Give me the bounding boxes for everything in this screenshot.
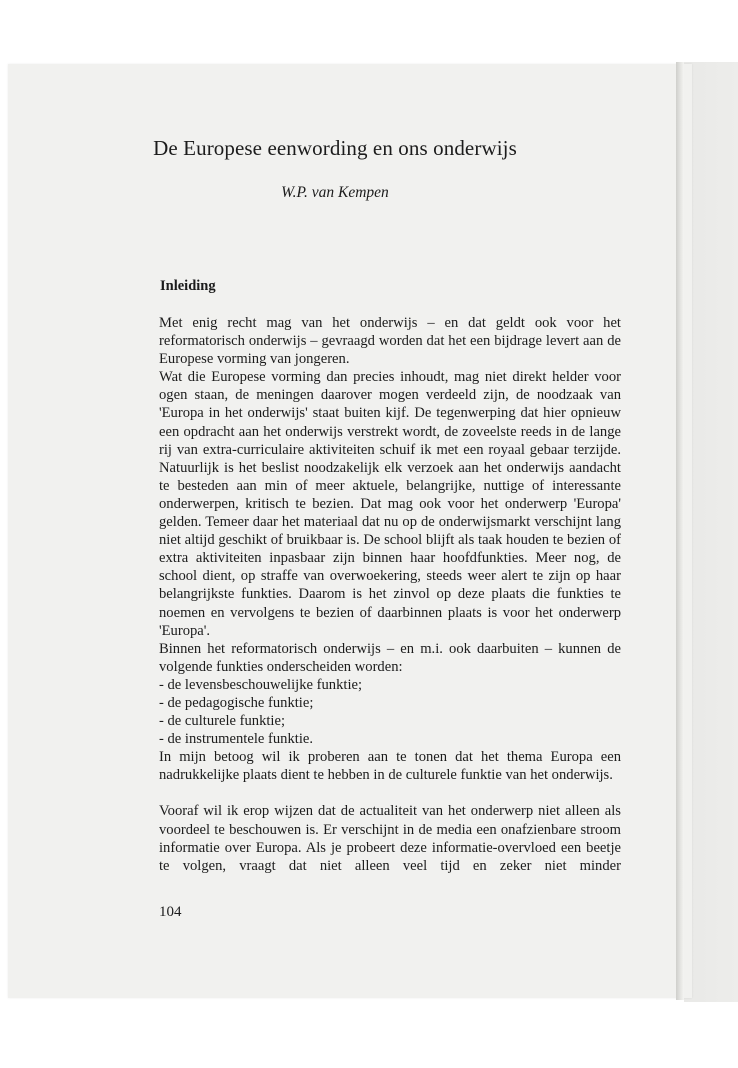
functions-list (159, 676, 621, 748)
paragraph-4: In mijn betoog wil ik proberen aan te tonen dat het thema Europa een nadrukkelijke plaats dient te hebben in de culturele funktie van het onderwijs. (159, 749, 621, 784)
page-number: 104 (159, 904, 182, 920)
section-heading: Inleiding (160, 278, 216, 294)
facing-page (684, 62, 738, 1002)
list-item: - de culturele funktie; (159, 713, 286, 730)
page-gutter (676, 62, 684, 1000)
article-title: De Europese eenwording en ons onderwijs (153, 136, 517, 160)
list-item: - de pedagogische funktie; (159, 694, 314, 711)
paragraph-1: Met enig recht mag van het onderwijs – en dat geldt ook voor het reformatorisch onderwijs – gevraagd worden dat het een bijdrage levert aan de Europese vorming van jongeren. (159, 315, 621, 368)
list-item: - de levensbeschouwelijke funktie; (159, 676, 363, 693)
paragraph-5: Vooraf wil ik erop wijzen dat de actualiteit van het onderwerp niet alleen als voordeel te beschouwen is. Er verschijnt in de media een onafzienbare stroom informatie over Europa. Als je probeert deze informatie-overvloed een beetje te volgen, vraagt dat niet alleen veel tijd en zeker niet minder (159, 803, 621, 874)
list-item: - de instrumentele funktie. (159, 731, 313, 748)
paragraph-2: Wat die Europese vorming dan precies inhoudt, mag niet direkt helder voor ogen staan, de meningen daarover mogen verdeeld zijn, de noodzaak van 'Europa in het onderwijs' staat buiten kijf. De tegenwerping dat hier opnieuw een opdracht aan het onderwijs verstrekt wordt, de zoveelste reeds in de lange rij van extra-curriculaire aktiviteiten schuif ik met een royaal gebaar terzijde. Natuurlijk is het beslist noodzakelijk elk verzoek aan het onderwijs aandacht te besteden aan min of meer aktuele, belangrijke, nuttige of interessante onderwerpen, kritisch te bezien. Dat mag ook voor het onderwerp 'Europa' gelden. Temeer daar het materiaal dat nu op de onderwijsmarkt verschijnt lang niet altijd geschikt of bruikbaar is. De school blijft als taak houden te bezien of extra aktiviteiten inpasbaar zijn binnen haar hoofdfunkties. Meer nog, de school dient, op straffe van overwoekering, steeds weer alert te zijn op haar belangrijkste funkties. Daarom is het zinvol op deze plaats die funkties te noemen en vervolgens te bezien of daarbinnen plaats is voor het onderwerp 'Europa'. (159, 369, 621, 639)
article-author: W.P. van Kempen (281, 184, 389, 201)
article-body (159, 314, 621, 875)
paragraph-3: Binnen het reformatorisch onderwijs – en m.i. ook daarbuiten – kunnen de volgende funkties onderscheiden worden: (159, 640, 621, 675)
